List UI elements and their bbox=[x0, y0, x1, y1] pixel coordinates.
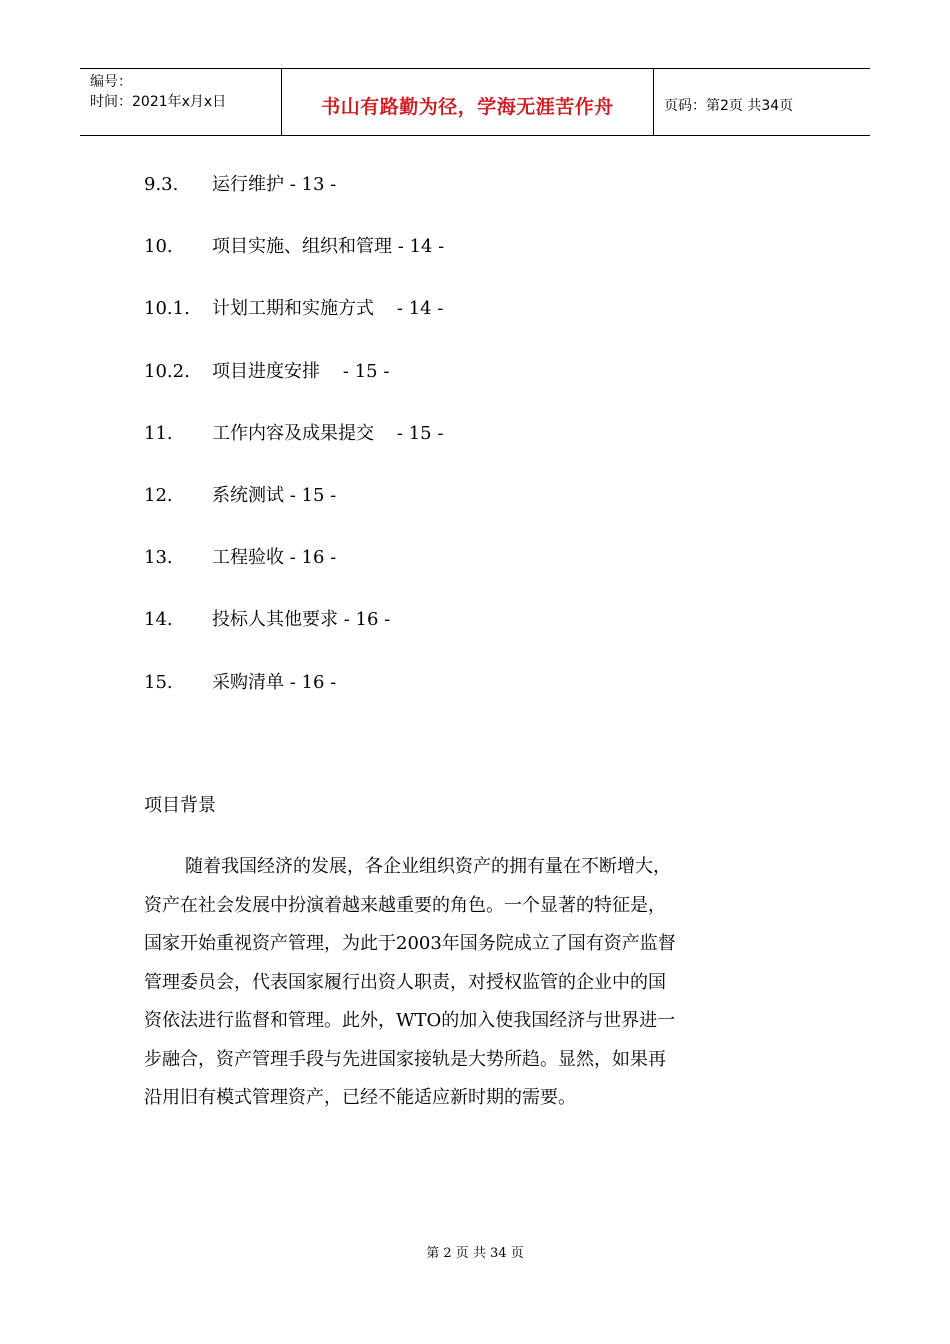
toc-entry-page: - 15 - bbox=[320, 360, 390, 382]
toc-entry-page: - 16 - bbox=[284, 547, 337, 569]
section-title: 项目背景 bbox=[144, 795, 216, 816]
paragraph-line: 随着我国经济的发展，各企业组织资产的拥有量在不断增大， bbox=[185, 856, 671, 877]
toc-entry-page: - 16 - bbox=[284, 671, 337, 693]
toc-entry[interactable] bbox=[144, 664, 444, 726]
doc-time-label: 时间：2021年x月x日 bbox=[90, 94, 227, 110]
toc-entry-number: 10. bbox=[144, 236, 173, 258]
toc-entry-title: 计划工期和实施方式 bbox=[212, 298, 374, 320]
toc-entry-number: 11. bbox=[144, 422, 173, 444]
paragraph-line: 管理委员会，代表国家履行出资人职责，对授权监管的企业中的国 bbox=[144, 971, 666, 993]
body-paragraph bbox=[144, 848, 808, 1118]
toc-entry-number: 10.1. bbox=[144, 298, 190, 320]
toc-entry[interactable] bbox=[144, 601, 444, 663]
toc-entry-title: 项目进度安排 bbox=[212, 360, 320, 382]
table-of-contents bbox=[144, 166, 444, 726]
toc-entry-title: 采购清单 bbox=[212, 671, 284, 693]
toc-entry-number: 14. bbox=[144, 609, 173, 631]
header-page-info: 页码：第2页 共34页 bbox=[664, 98, 794, 114]
toc-entry-page: - 14 - bbox=[392, 236, 445, 258]
header-motto-cell bbox=[282, 69, 654, 135]
toc-entry-number: 10.2. bbox=[144, 360, 190, 382]
toc-entry-number: 12. bbox=[144, 484, 173, 506]
toc-entry-page: - 14 - bbox=[374, 298, 444, 320]
toc-entry-title: 工作内容及成果提交 bbox=[212, 422, 374, 444]
toc-entry[interactable] bbox=[144, 477, 444, 539]
toc-entry[interactable] bbox=[144, 166, 444, 228]
toc-entry-number: 9.3. bbox=[144, 174, 179, 195]
toc-entry-title: 项目实施、组织和管理 bbox=[212, 236, 392, 258]
toc-entry-number: 15. bbox=[144, 671, 173, 693]
paragraph-line: 步融合，资产管理手段与先进国家接轨是大势所趋。显然，如果再 bbox=[144, 1048, 666, 1070]
header-meta bbox=[80, 69, 282, 135]
toc-entry-number: 13. bbox=[144, 547, 173, 569]
toc-entry-title: 系统测试 bbox=[212, 484, 284, 506]
paragraph-line: 资产在社会发展中扮演着越来越重要的角色。一个显著的特征是， bbox=[144, 894, 666, 916]
toc-entry-title: 运行维护 bbox=[212, 174, 284, 195]
toc-entry[interactable] bbox=[144, 415, 444, 477]
paragraph-line: 沿用旧有模式管理资产，已经不能适应新时期的需要。 bbox=[144, 1087, 576, 1108]
toc-entry-page: - 13 - bbox=[284, 174, 337, 195]
toc-entry[interactable] bbox=[144, 353, 444, 415]
doc-number-label: 编号： bbox=[90, 74, 132, 90]
toc-entry[interactable] bbox=[144, 228, 444, 290]
header-page-info-cell bbox=[654, 69, 870, 135]
page-header bbox=[80, 68, 870, 136]
toc-entry-page: - 15 - bbox=[374, 422, 444, 444]
paragraph-line: 资依法进行监督和管理。此外，WTO的加入使我国经济与世界进一 bbox=[144, 1010, 676, 1031]
toc-entry-page: - 16 - bbox=[338, 609, 391, 631]
toc-entry-title: 工程验收 bbox=[212, 547, 284, 569]
paragraph-line: 国家开始重视资产管理，为此于2003年国务院成立了国有资产监督 bbox=[144, 933, 676, 954]
page-footer: 第 2 页 共 34 页 bbox=[426, 1246, 524, 1261]
toc-entry[interactable] bbox=[144, 539, 444, 601]
toc-entry-page: - 15 - bbox=[284, 484, 337, 506]
toc-entry[interactable] bbox=[144, 290, 444, 352]
header-motto: 书山有路勤为径，学海无涯苦作舟 bbox=[321, 95, 614, 118]
toc-entry-title: 投标人其他要求 bbox=[212, 609, 338, 631]
